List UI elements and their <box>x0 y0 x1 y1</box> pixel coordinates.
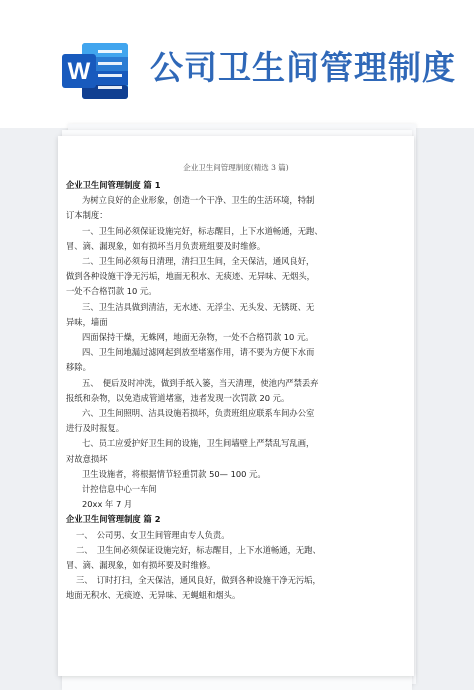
paragraph-line: 冒、滴、漏现象，如有损坏要及时维修。 <box>66 560 216 571</box>
paragraph-line: 进行及时报复。 <box>66 423 125 434</box>
paragraph-line: 六、卫生间照明、洁具设施若损坏，负责班组应联系车间办公室 <box>82 408 315 419</box>
paragraph-line: 异味，墙面 <box>66 316 108 327</box>
paragraph-line: 一、 公司男、女卫生间管理由专人负责。 <box>76 529 230 540</box>
paragraph-line: 七、员工应爱护好卫生间的设施，卫生间墙壁上严禁乱写乱画， <box>82 438 315 449</box>
paragraph-line: 一处不合格罚款 10 元。 <box>66 286 157 297</box>
paragraph-line: 冒、滴、漏现象，如有损坏当月负责班组要及时维修。 <box>66 240 266 251</box>
paragraph-line: 五、 便后及时冲洗，做到手纸入篓，当天清理，使池内严禁丢弃 <box>82 377 319 388</box>
paragraph-line: 报纸和杂物，以免造成管道堵塞，违者发现一次罚款 20 元。 <box>66 392 290 403</box>
section-heading-2: 企业卫生间管理制度 篇 2 <box>66 514 161 525</box>
paragraph-line: 卫生设施者，将根据情节轻重罚款 50— 100 元。 <box>82 468 266 479</box>
signature-department: 计控信息中心一车间 <box>82 484 157 495</box>
paragraph-line: 对故意损坏 <box>66 453 108 464</box>
section-heading-1: 企业卫生间管理制度 篇 1 <box>66 180 161 190</box>
paragraph-line: 三、卫生洁具做到清洁，无水迹、无浮尘、无头发、无锈斑、无 <box>82 301 315 312</box>
svg-text:W: W <box>67 58 91 85</box>
paragraph-line: 为树立良好的企业形象，创造一个干净、卫生的生活环境，特制 <box>82 195 315 206</box>
document-body <box>66 178 396 604</box>
word-icon <box>60 40 130 102</box>
banner <box>0 0 474 128</box>
paragraph-line: 做到各种设施干净无污垢，地面无积水、无痰迹、无异味、无烟头， <box>66 271 315 282</box>
paragraph-line: 四面保持干燥，无蛛网，地面无杂物，一处不合格罚款 10 元。 <box>82 332 314 343</box>
paragraph-line: 三、 订时打扫，全天保洁，通风良好，做到各种设施干净无污垢， <box>76 575 321 586</box>
signature-date: 20xx 年 7 月 <box>82 499 133 510</box>
document-header: 企业卫生间管理制度(精选 3 篇) <box>183 163 289 172</box>
paragraph-line: 四、卫生间地漏过滤网起到放至堵塞作用，请不要为方便下水而 <box>82 347 315 358</box>
banner-title: 公司卫生间管理制度 <box>150 48 456 87</box>
paragraph-line: 一、卫生间必须保证设施完好，标志醒目，上下水道畅通，无跑、 <box>82 225 323 236</box>
paragraph-line: 地面无积水、无痰迹、无异味、无蝇蛆和烟头。 <box>66 590 241 601</box>
paragraph-line: 订本制度： <box>66 210 108 221</box>
paragraph-line: 二、卫生间必须每日清理，清扫卫生间，全天保洁，通风良好， <box>82 256 315 267</box>
paragraph-line: 二、 卫生间必须保证设施完好，标志醒目，上下水道畅通，无跑、 <box>76 544 321 555</box>
paragraph-line: 移除。 <box>66 362 91 373</box>
